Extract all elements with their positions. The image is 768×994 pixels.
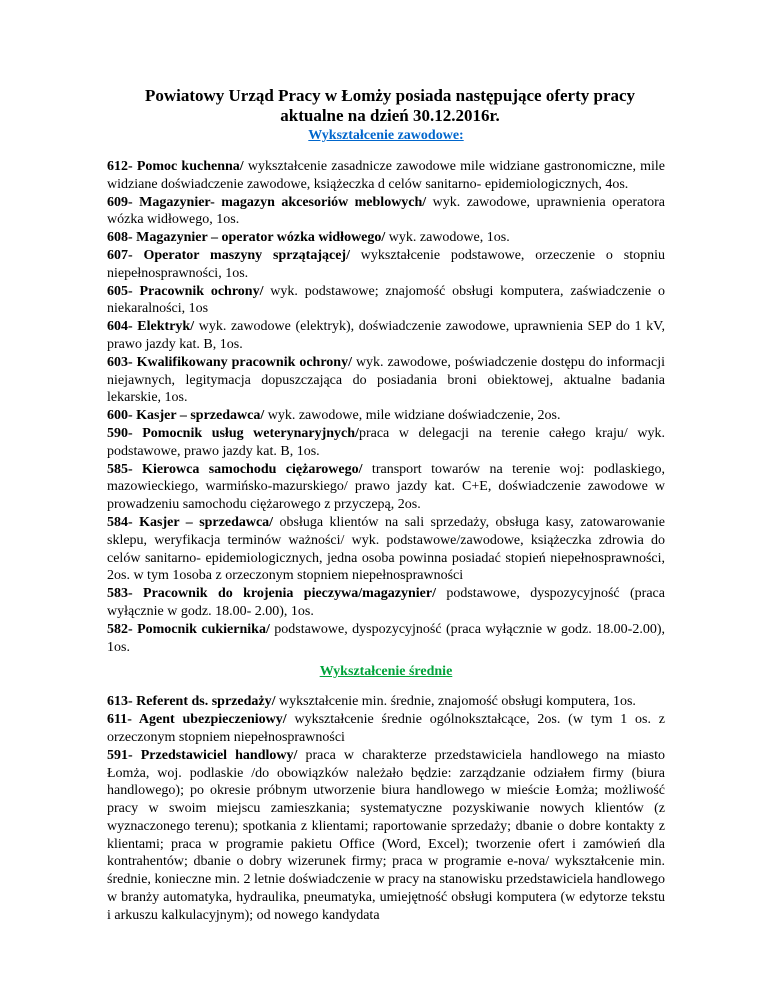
job-offer-title: 605- Pracownik ochrony/ bbox=[107, 283, 264, 299]
job-offer-details: wyk. podstawowe; znajomość obsługi komputera, zaświadczenie o niekaralności, 1os bbox=[107, 283, 665, 317]
title-line-2: aktualne na dzień 30.12.2016r. bbox=[280, 106, 500, 125]
job-offer-title: 590- Pomocnik usług weterynaryjnych/ bbox=[107, 425, 359, 441]
job-offer-title: 603- Kwalifikowany pracownik ochrony/ bbox=[107, 354, 352, 370]
job-offer-details: wyk. zawodowe, 1os. bbox=[385, 230, 510, 246]
job-offer-title: 591- Przedstawiciel handlowy/ bbox=[107, 747, 298, 763]
job-offer-details: wyk. zawodowe (elektryk), doświadczenie zawodowe, uprawnienia SEP do 1 kV, prawo jazdy kat. B, 1os. bbox=[107, 319, 665, 352]
job-offer bbox=[107, 693, 665, 711]
job-offer-details: podstawowe, dyspozycyjność (praca wyłącznie w godz. 18.00-2.00), 1os. bbox=[107, 621, 665, 655]
job-offer bbox=[107, 585, 665, 621]
offer-list-secondary bbox=[107, 693, 665, 924]
job-offer-title: 604- Elektryk/ bbox=[107, 319, 195, 335]
job-offer bbox=[107, 158, 665, 194]
job-offer-title: 613- Referent ds. sprzedaży/ bbox=[107, 694, 276, 710]
job-offer-details: wykształcenie zasadnicze zawodowe mile widziane gastronomiczne, mile widziane doświadczenie zawodowe, książeczka d celów sanitarno- epidemiologicznych, 4os. bbox=[107, 159, 666, 192]
job-offer-title: 607- Operator maszyny sprzątającej/ bbox=[107, 247, 350, 263]
offer-list-vocational bbox=[107, 158, 665, 656]
job-offer-title: 582- Pomocnik cukiernika/ bbox=[107, 621, 270, 637]
job-offer-details: wyk. zawodowe, poświadczenie dostępu do informacji niejawnych, legitymacja dopuszczająca do posiadania broni obiektowej, aktualne badania lekarskie, 1os. bbox=[107, 354, 665, 406]
job-offer-details: praca w charakterze przedstawiciela handlowego na miasto Łomża, woj. podlaskie /do obowiązków należało będzie: zarządzanie odziałem firmy (biura handlowego); po okresie próbnym utworzenie biura handlowego w mieście Łomża; możliwość pracy w swoim miejscu zamieszkania; systematyczne pozyskiwanie nowych klientów (z wyznaczonego terenu); spotkania z klientami; raportowanie sprzedaży; dbanie o dobre kontakty z klientami; praca w programie pakietu Office (Word, Excel); tworzenie ofert i zamówień dla kontrahentów; dbanie o dobry wizerunek firmy; praca w programie e-nova/ wykształcenie min. średnie, konieczne min. 2 letnie doświadczenie w pracy na stanowisku przedstawiciela handlowego w branży automatyka, hydraulika, pneumatyka, umiejętność obsługi komputera (w edytorze tekstu i arkuszu kalkulacyjnym); od nowego kandydata bbox=[107, 747, 665, 923]
title-line-1: Powiatowy Urząd Pracy w Łomży posiada następujące oferty pracy bbox=[144, 86, 636, 105]
job-offer bbox=[107, 194, 665, 230]
job-offer bbox=[107, 461, 665, 514]
job-offer bbox=[107, 425, 665, 461]
job-offer-title: 608- Magazynier – operator wózka widłowego/ bbox=[107, 230, 386, 246]
job-offer-title: 584- Kasjer – sprzedawca/ bbox=[107, 514, 274, 530]
job-offer-title: 583- Pracownik do krojenia pieczywa/magazynier/ bbox=[107, 586, 436, 602]
job-offer-title: 609- Magazynier- magazyn akcesoriów meblowych/ bbox=[107, 194, 427, 210]
job-offer bbox=[107, 318, 665, 354]
job-offer-details: praca w delegacji na terenie całego kraju/ wyk. podstawowe, prawo jazdy kat. B, 1os. bbox=[107, 425, 665, 459]
section-heading-vocational: Wykształcenie zawodowe: bbox=[308, 128, 464, 143]
job-offer bbox=[107, 354, 665, 407]
job-offer-details: wykształcenie min. średnie, znajomość obsługi komputera, 1os. bbox=[275, 694, 636, 710]
job-offer bbox=[107, 229, 665, 247]
page-title bbox=[115, 86, 665, 126]
section-heading-secondary: Wykształcenie średnie bbox=[319, 664, 453, 680]
job-offer bbox=[107, 711, 665, 747]
job-offer-details: podstawowe, dyspozycyjność (praca wyłącznie w godz. 18.00- 2.00), 1os. bbox=[107, 586, 665, 619]
job-offer bbox=[107, 283, 665, 319]
job-offer-details: transport towarów na terenie woj: podlaskiego, mazowieckiego, warmińsko-mazurskiego/ prawo jazdy kat. C+E, doświadczenie zawodowe w prowadzeniu samochodu ciężarowego z przyczepą, 2os. bbox=[107, 461, 665, 513]
job-offer-details: wyk. zawodowe, uprawnienia operatora wózka widłowego, 1os. bbox=[107, 194, 665, 228]
job-offer-details: wyk. zawodowe, mile widziane doświadczenie, 2os. bbox=[264, 408, 561, 424]
job-offer-title: 611- Agent ubezpieczeniowy/ bbox=[107, 712, 287, 728]
job-offer bbox=[107, 747, 665, 925]
job-offer-title: 600- Kasjer – sprzedawca/ bbox=[107, 408, 265, 424]
job-offer-title: 612- Pomoc kuchenna/ bbox=[107, 159, 244, 174]
job-offer bbox=[107, 247, 665, 283]
job-offer-details: wykształcenie średnie ogólnokształcące, 2os. (w tym 1 os. z orzeczonym stopniem niepełnosprawności bbox=[107, 712, 665, 745]
document-page bbox=[107, 86, 665, 925]
job-offer bbox=[107, 621, 665, 657]
job-offer bbox=[107, 514, 665, 585]
job-offer-details: obsługa klientów na sali sprzedaży, obsługa kasy, zatowarowanie sklepu, weryfikacja terminów ważności/ wyk. podstawowe/zawodowe, książeczka zdrowia do celów sanitarno- epidemiologicznych, jedna osoba powinna posiadać stopień niepełnosprawności, 2os. w tym 1osoba z orzeczonym stopniem niepełnosprawności bbox=[107, 514, 665, 584]
job-offer-title: 585- Kierowca samochodu ciężarowego/ bbox=[107, 461, 363, 477]
job-offer bbox=[107, 407, 665, 425]
job-offer-details: wykształcenie podstawowe, orzeczenie o stopniu niepełnosprawności, 1os. bbox=[107, 247, 665, 281]
